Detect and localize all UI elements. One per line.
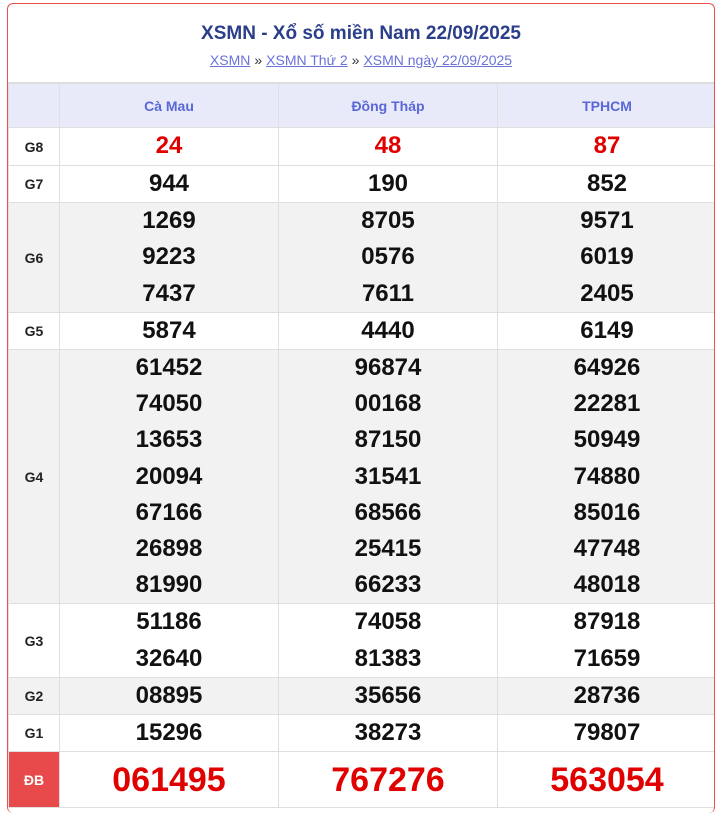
prize-number: 87918 [573, 608, 641, 636]
prize-number: 81990 [135, 571, 203, 599]
prize-number: 2405 [580, 279, 634, 307]
breadcrumb-xsmn-thu-2[interactable]: XSMN Thứ 2 [266, 52, 348, 68]
prize-row [9, 752, 716, 808]
prize-label: ĐB [9, 752, 60, 808]
prize-number: 61452 [135, 354, 203, 382]
breadcrumb-separator: » [254, 52, 263, 68]
prize-label: G3 [9, 604, 60, 677]
province-header: Cà Mau [60, 84, 279, 128]
prize-number: 67166 [135, 498, 203, 526]
prize-number: 87150 [354, 426, 422, 454]
prize-cell [498, 677, 716, 714]
prize-cell [498, 350, 716, 604]
prize-number: 00168 [354, 390, 422, 418]
prize-cell [498, 752, 716, 808]
prize-cell [279, 604, 498, 677]
prize-number: 7437 [142, 279, 196, 307]
prize-cell [60, 312, 279, 349]
prize-cell [498, 203, 716, 313]
prize-row [9, 128, 716, 166]
prize-row [9, 312, 716, 349]
prize-number: 767276 [331, 760, 445, 799]
prize-number: 563054 [550, 760, 664, 799]
prize-number: 64926 [573, 354, 641, 382]
prize-number: 68566 [354, 498, 422, 526]
prize-number: 66233 [354, 571, 422, 599]
prize-cell [279, 128, 498, 166]
prize-cell [60, 350, 279, 604]
prize-number: 25415 [354, 535, 422, 563]
page-title: XSMN - Xổ số miền Nam 22/09/2025 [201, 23, 521, 44]
prize-cell [279, 350, 498, 604]
prize-number: 50949 [573, 426, 641, 454]
prize-number: 7611 [361, 279, 415, 307]
prize-number: 944 [148, 170, 190, 197]
breadcrumb-separator: » [351, 52, 360, 68]
prize-number: 13653 [135, 426, 203, 454]
prize-number: 48018 [573, 571, 641, 599]
prize-number: 6149 [580, 316, 634, 344]
prize-cell [498, 604, 716, 677]
prize-number: 81383 [354, 644, 422, 672]
prize-cell [498, 166, 716, 203]
prize-number: 26898 [135, 535, 203, 563]
prize-row [9, 166, 716, 203]
prize-number: 852 [586, 170, 628, 197]
prize-number: 47748 [573, 535, 641, 563]
prize-number: 22281 [573, 390, 641, 418]
prize-cell [60, 166, 279, 203]
province-header: Đồng Tháp [279, 84, 498, 128]
prize-label: G5 [9, 312, 60, 349]
prize-number: 28736 [573, 681, 641, 709]
prize-number: 6019 [580, 243, 634, 271]
prize-number: 71659 [573, 644, 641, 672]
prize-row [9, 203, 716, 313]
prize-number: 8705 [361, 207, 415, 235]
prize-number: 061495 [112, 760, 226, 799]
prize-number: 1269 [142, 207, 196, 235]
results-body [9, 128, 716, 808]
breadcrumb-xsmn[interactable]: XSMN [209, 52, 251, 68]
prize-cell [60, 715, 279, 752]
prize-cell [498, 128, 716, 166]
prize-label: G6 [9, 203, 60, 313]
prize-number: 87 [593, 132, 621, 160]
prize-label: G7 [9, 166, 60, 203]
prize-number: 74058 [354, 608, 422, 636]
breadcrumb [8, 52, 714, 69]
prize-number: 190 [367, 170, 409, 197]
prize-label: G8 [9, 128, 60, 166]
prize-cell [498, 312, 716, 349]
prize-cell [279, 203, 498, 313]
prize-number: 0576 [361, 243, 415, 271]
prize-label: G4 [9, 350, 60, 604]
prize-cell [60, 752, 279, 808]
prize-number: 9571 [580, 207, 634, 235]
prize-cell [60, 604, 279, 677]
prize-number: 85016 [573, 498, 641, 526]
prize-number: 20094 [135, 462, 203, 490]
prize-cell [279, 715, 498, 752]
prize-cell [60, 677, 279, 714]
prize-number: 74050 [135, 390, 203, 418]
prize-number: 24 [155, 132, 183, 160]
prize-number: 9223 [142, 243, 196, 271]
prize-cell [60, 128, 279, 166]
prize-number: 08895 [135, 681, 203, 709]
corner-cell [9, 84, 60, 128]
province-header: TPHCM [498, 84, 716, 128]
prize-number: 5874 [142, 316, 196, 344]
results-panel [7, 3, 715, 813]
prize-cell [279, 312, 498, 349]
prize-row [9, 715, 716, 752]
prize-number: 74880 [573, 462, 641, 490]
prize-number: 38273 [354, 719, 422, 747]
province-header-row [9, 84, 716, 128]
prize-cell [498, 715, 716, 752]
prize-number: 79807 [573, 719, 641, 747]
prize-cell [279, 677, 498, 714]
prize-number: 48 [374, 132, 402, 160]
prize-row [9, 350, 716, 604]
prize-row [9, 604, 716, 677]
results-table [8, 83, 715, 808]
breadcrumb-xsmn-date[interactable]: XSMN ngày 22/09/2025 [363, 52, 513, 68]
prize-cell [60, 203, 279, 313]
prize-label: G2 [9, 677, 60, 714]
prize-number: 51186 [136, 608, 202, 636]
prize-label: G1 [9, 715, 60, 752]
prize-number: 4440 [361, 316, 415, 344]
prize-row [9, 677, 716, 714]
prize-number: 15296 [135, 719, 203, 747]
prize-number: 35656 [354, 681, 422, 709]
prize-cell [279, 752, 498, 808]
results-header [8, 4, 714, 83]
prize-cell [279, 166, 498, 203]
prize-number: 32640 [135, 644, 203, 672]
prize-number: 31541 [354, 462, 422, 490]
prize-number: 96874 [354, 354, 422, 382]
